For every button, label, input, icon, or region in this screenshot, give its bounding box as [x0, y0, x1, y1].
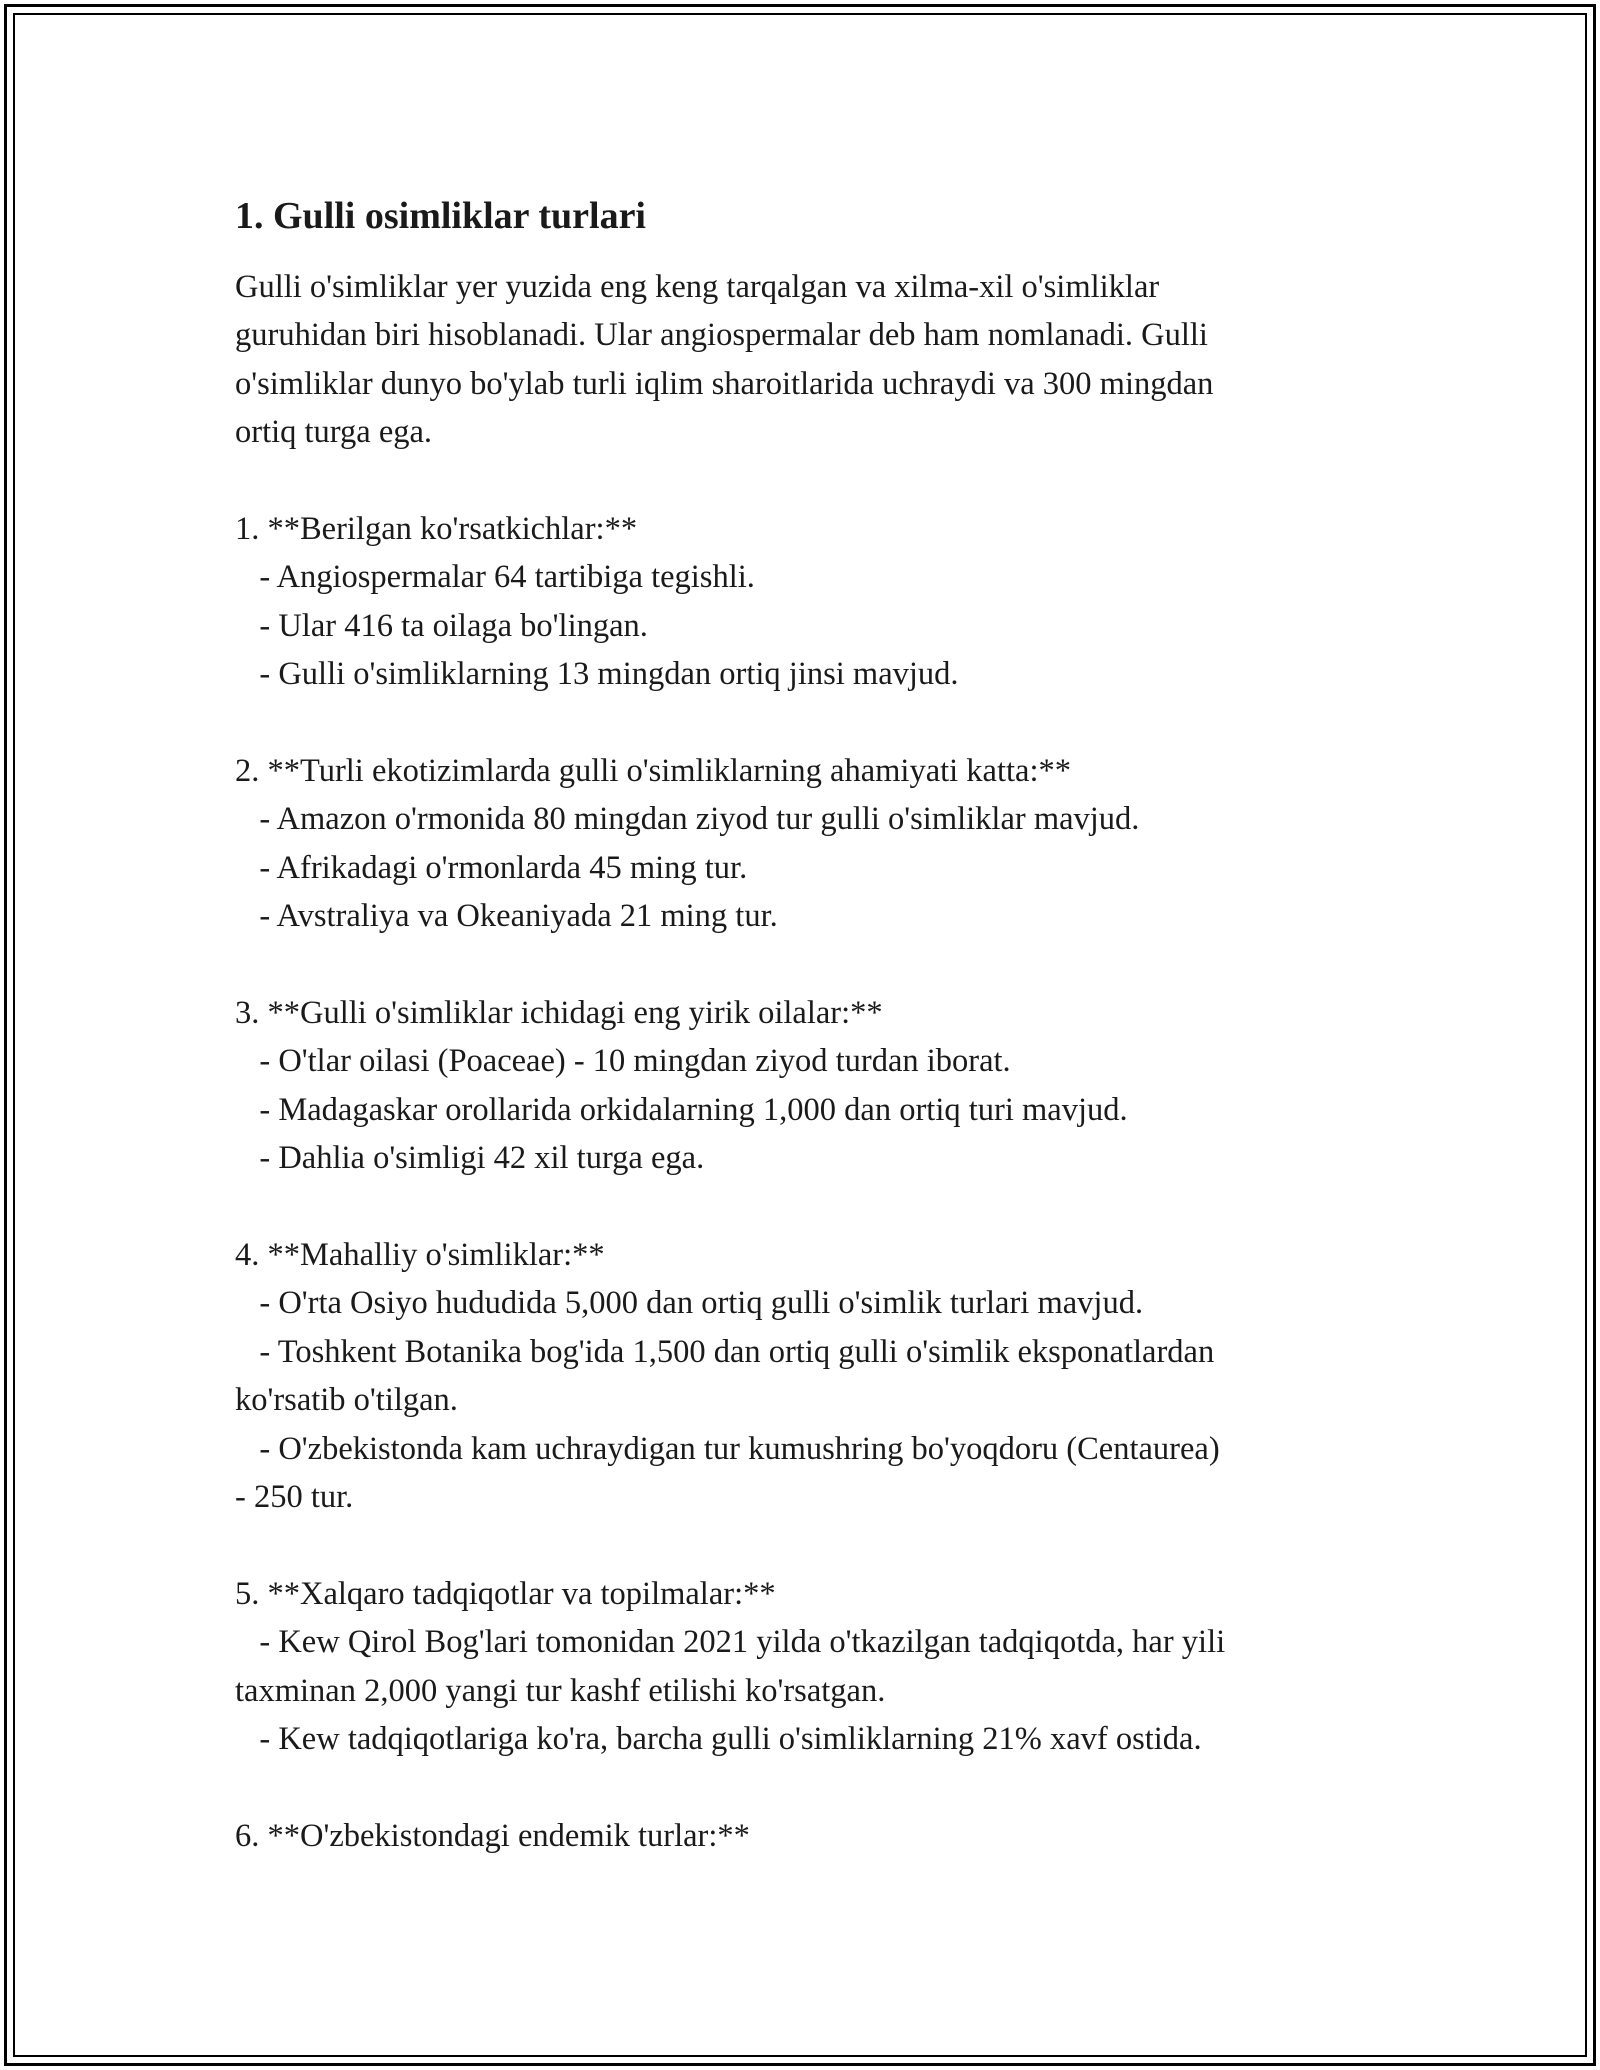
section-title: 3. **Gulli o'simliklar ichidagi eng yirik oilalar:** — [235, 995, 883, 1032]
section-title: 4. **Mahalliy o'simliklar:** — [235, 1237, 605, 1274]
section-line: - Afrikadagi o'rmonlarda 45 ming tur. — [235, 849, 748, 886]
blank-line — [235, 1764, 1385, 1812]
blank-line — [235, 1183, 1385, 1231]
page-title: 1. Gulli osimliklar turlari — [235, 195, 646, 237]
section-1 — [235, 505, 1385, 699]
section-line: - 250 tur. — [235, 1479, 354, 1516]
section-line: - O'tlar oilasi (Poaceae) - 10 mingdan ziyod turdan iborat. — [235, 1043, 1011, 1080]
document-body — [235, 193, 1385, 1860]
section-2 — [235, 747, 1385, 941]
section-line: - Kew tadqiqotlariga ko'ra, barcha gulli o'simliklarning 21% xavf ostida. — [235, 1721, 1202, 1758]
section-6 — [235, 1812, 1385, 1860]
section-line: - Madagaskar orollarida orkidalarning 1,000 dan ortiq turi mavjud. — [235, 1091, 1128, 1128]
section-line: ko'rsatib o'tilgan. — [235, 1382, 458, 1419]
section-title: 1. **Berilgan ko'rsatkichlar:** — [235, 511, 638, 548]
section-line: - Toshkent Botanika bog'ida 1,500 dan ortiq gulli o'simlik eksponatlardan — [235, 1333, 1215, 1370]
intro-line: o'simliklar dunyo bo'ylab turli iqlim sharoitlarida uchraydi va 300 mingdan — [235, 365, 1214, 402]
section-5 — [235, 1570, 1385, 1764]
intro-line: guruhidan biri hisoblanadi. Ular angiospermalar deb ham nomlanadi. Gulli — [235, 317, 1208, 354]
section-line: - O'zbekistonda kam uchraydigan tur kumushring bo'yoqdoru (Centaurea) — [235, 1430, 1220, 1467]
section-4 — [235, 1231, 1385, 1521]
section-line: - Avstraliya va Okeaniyada 21 ming tur. — [235, 898, 778, 935]
blank-line — [235, 457, 1385, 505]
blank-line — [235, 1522, 1385, 1570]
section-title: 6. **O'zbekistondagi endemik turlar:** — [235, 1817, 750, 1854]
section-3 — [235, 989, 1385, 1183]
section-line: taxminan 2,000 yangi tur kashf etilishi ko'rsatgan. — [235, 1672, 886, 1709]
section-line: - O'rta Osiyo hududida 5,000 dan ortiq gulli o'simlik turlari mavjud. — [235, 1285, 1144, 1322]
blank-line — [235, 941, 1385, 989]
section-title: 5. **Xalqaro tadqiqotlar va topilmalar:** — [235, 1575, 776, 1612]
section-title: 2. **Turli ekotizimlarda gulli o'simliklarning ahamiyati katta:** — [235, 753, 1071, 790]
section-line: - Gulli o'simliklarning 13 mingdan ortiq jinsi mavjud. — [235, 656, 959, 693]
blank-line — [235, 699, 1385, 747]
intro-line: Gulli o'simliklar yer yuzida eng keng tarqalgan va xilma-xil o'simliklar — [235, 269, 1160, 305]
section-line: - Ular 416 ta oilaga bo'lingan. — [235, 607, 648, 644]
section-line: - Amazon o'rmonida 80 mingdan ziyod tur gulli o'simliklar mavjud. — [235, 801, 1140, 838]
section-line: - Angiospermalar 64 tartibiga tegishli. — [235, 559, 755, 596]
intro-line: ortiq turga ega. — [235, 414, 433, 451]
section-line: - Dahlia o'simligi 42 xil turga ega. — [235, 1140, 705, 1177]
section-line: - Kew Qirol Bog'lari tomonidan 2021 yilda o'tkazilgan tadqiqotda, har yili — [235, 1624, 1226, 1661]
intro-paragraph — [235, 263, 1385, 457]
